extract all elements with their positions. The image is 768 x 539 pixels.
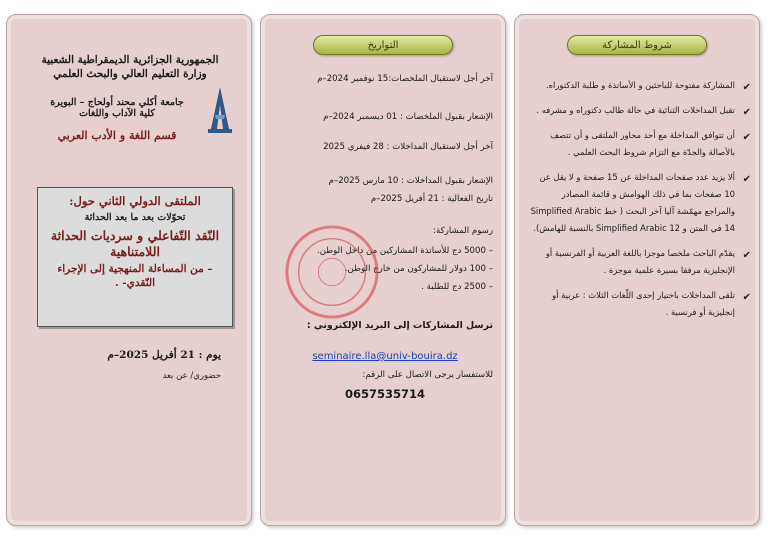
forum-subtitle: تحوّلات بعد ما بعد الحداثة <box>84 212 186 223</box>
dates-section-header: التواريخ <box>313 35 453 55</box>
dates-panel <box>260 14 506 526</box>
date-item: آخر أجل لاستقبال الملخصات:15 نوفمبر 2024–م <box>317 74 493 84</box>
condition-text: يقدّم الباحث ملخصا موجزا باللغة العربية أو الفرنسية أو الإنجليزية مرفقا بسيرة علمية موجزة . <box>545 248 735 275</box>
condition-text: المشاركة مفتوحة للباحثين و الأساتذة و طلبة الدكتوراه. <box>545 80 735 90</box>
condition-text: أن تتوافق المداخلة مع أحد محاور الملتقى و أن تتصف بالأصالة والجدّة مع التزام شروط البحث العلمي . <box>550 130 735 157</box>
date-item: آخر أجل لاستقبال المداخلات : 28 فيفري 2025 <box>323 142 493 152</box>
attendance-mode: حضوري/ عن بعد <box>162 371 221 381</box>
event-date: يوم : 21 أفريل 2025–م <box>107 349 221 361</box>
forum-main-title: النّقد التّفاعلي و سرديات الحداثة اللامتناهية <box>50 228 220 259</box>
date-item: تاريخ الفعالية : 21 أفريل 2025–م <box>370 194 493 204</box>
condition-item <box>529 287 751 321</box>
date-item: الإشعار بقبول الملخصات : 01 ديسمبر 2024–م <box>323 112 493 122</box>
header-line: الجمهورية الجزائرية الديمقراطية الشعبية <box>41 54 219 66</box>
university-block <box>27 97 207 119</box>
condition-text: تلقى المداخلات باختيار إحدى اللّغات الثلاث : عربية أو إنجليزية أو فرنسية . <box>552 290 735 317</box>
official-stamp-icon <box>283 223 381 321</box>
header-block <box>17 53 243 81</box>
check-mark-icon: ✔ <box>742 292 751 303</box>
condition-item <box>529 102 751 119</box>
condition-text: تقبل المداخلات الثنائية في حالة طالب دكتوراه و مشرفه . <box>536 105 735 115</box>
condition-item <box>529 169 751 237</box>
contact-email-link[interactable]: seminaire.lla@univ-bouira.dz <box>312 351 458 362</box>
fee-item: – 5000 دج للأساتذة المشاركين من داخل الوطن. <box>316 246 493 256</box>
conditions-list <box>529 77 751 329</box>
check-mark-icon: ✔ <box>742 107 751 118</box>
forum-title-box <box>37 187 233 327</box>
condition-item <box>529 77 751 94</box>
condition-text: ألا يزيد عدد صفحات المداخلة عن 15 صفحة و لا يقل عن 10 صفحات بما في ذلك الهوامش و قائمة المصادر والمراجع مهمّشة آليا آخر البحث ( خط Simplified Arabic 14 في المتن و Simplified Arabic 12 بالنسبة للهامش). <box>530 172 735 233</box>
condition-item <box>529 127 751 161</box>
department-name: قسم اللغة و الأدب العربي <box>57 129 177 142</box>
university-name: جامعة أكلي محند أولحاج – البويرة <box>50 97 184 108</box>
check-mark-icon: ✔ <box>742 250 751 261</box>
forum-heading: الملتقى الدولي الثاني حول: <box>69 194 201 208</box>
condition-item <box>529 245 751 279</box>
date-item: الإشعار بقبول المداخلات : 10 مارس 2025–م <box>328 176 493 186</box>
fees-title: رسوم المشاركة: <box>433 226 493 236</box>
email-label: ترسل المشاركات إلى البريد الإلكتروني : <box>306 320 493 331</box>
fee-item: – 100 دولار للمشاركون من خارج الوطن. <box>344 264 493 274</box>
check-mark-icon: ✔ <box>742 132 751 143</box>
fee-item: – 2500 دج للطلبة . <box>421 282 493 292</box>
faculty-name: كلية الآداب واللغات <box>79 108 155 119</box>
conditions-section-header: شروط المشاركة <box>567 35 707 55</box>
university-logo-icon <box>205 85 235 135</box>
forum-main-subtitle: – من المساءلة المنهجية إلى الإجراء النّقدي- . <box>57 263 213 289</box>
header-line: وزارة التعليم العالي والبحث العلمي <box>53 68 207 80</box>
check-mark-icon: ✔ <box>742 174 751 185</box>
cover-panel <box>6 14 252 526</box>
conditions-panel <box>514 14 760 526</box>
check-mark-icon: ✔ <box>742 82 751 93</box>
contact-phone: 0657535714 <box>344 387 426 401</box>
phone-label: للاستفسار يرجى الاتصال على الرقم: <box>362 370 493 380</box>
